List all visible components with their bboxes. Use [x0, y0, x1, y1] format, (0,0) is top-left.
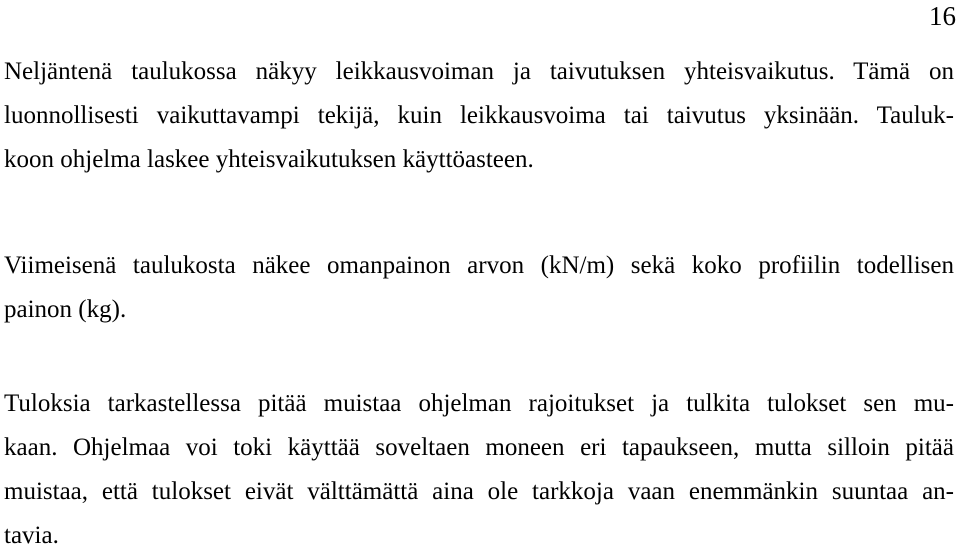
paragraph-line: kaan. Ohjelmaa voi toki käyttää soveltaen moneen eri tapaukseen, mutta silloin pitää — [4, 434, 954, 461]
paragraph-1 — [4, 50, 954, 182]
paragraph-line: painon (kg). — [4, 296, 127, 323]
page-number: 16 — [929, 1, 956, 31]
paragraph-line: Neljäntenä taulukossa näkyy leikkausvoiman ja taivutuksen yhteisvaikutus. Tämä on — [4, 58, 954, 85]
paragraph-2 — [4, 244, 954, 332]
paragraph-3 — [4, 382, 954, 558]
paragraph-line: tavia. — [4, 522, 59, 549]
paragraph-line: Viimeisenä taulukosta näkee omanpainon arvon (kN/m) sekä koko profiilin todellisen — [4, 252, 954, 279]
paragraph-line: luonnollisesti vaikuttavampi tekijä, kuin leikkausvoima tai taivutus yksinään. Tauluk- — [4, 102, 954, 129]
paragraph-line: koon ohjelma laskee yhteisvaikutuksen käyttöasteen. — [4, 146, 534, 173]
paragraph-line: Tuloksia tarkastellessa pitää muistaa ohjelman rajoitukset ja tulkita tulokset sen mu- — [4, 390, 954, 417]
paragraph-line: muistaa, että tulokset eivät välttämättä aina ole tarkkoja vaan enemmänkin suuntaa an- — [4, 478, 954, 505]
